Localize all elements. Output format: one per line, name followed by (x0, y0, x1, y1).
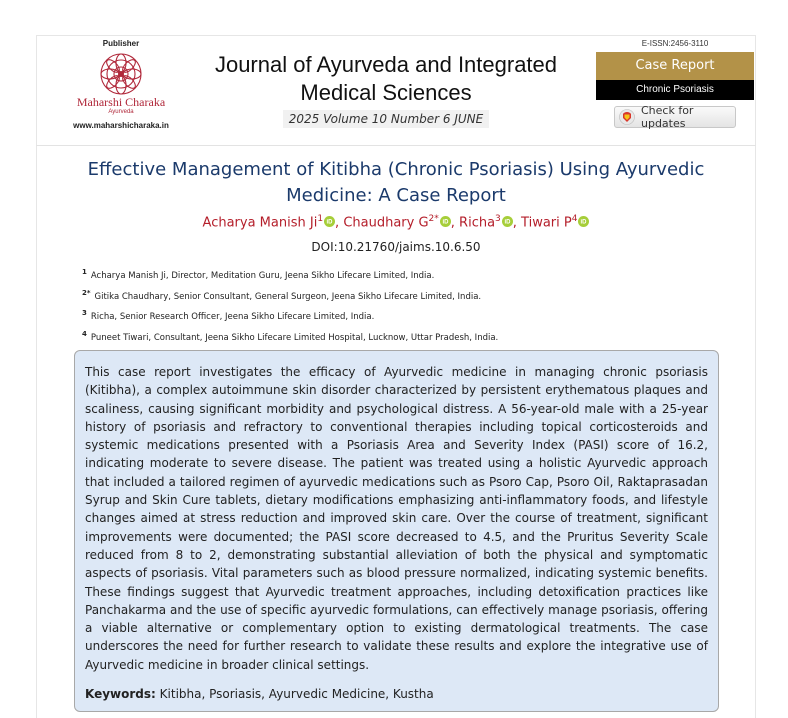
doi[interactable]: DOI:10.21760/jaims.10.6.50 (311, 240, 481, 254)
keywords (85, 687, 708, 701)
author-separator: , (450, 215, 460, 231)
affiliation-item (82, 328, 722, 349)
check-for-updates-label: Check for updates (641, 104, 694, 130)
orcid-icon[interactable] (502, 216, 513, 227)
affiliation-item (82, 266, 722, 287)
category-badge: Chronic Psoriasis (596, 80, 754, 100)
author-name[interactable]: Chaudhary G (343, 215, 429, 231)
header-divider (36, 145, 756, 146)
affiliation-sup: 4 (82, 329, 87, 338)
affiliation-sup: 2* (82, 288, 91, 297)
affiliation-text: Gitika Chaudhary, Senior Consultant, General Surgeon, Jeena Sikho Lifecare Limited, India. (94, 291, 482, 302)
author-sup: 1 (317, 214, 324, 224)
author-separator: , (512, 215, 522, 231)
journal-title: Journal of Ayurveda and Integrated Medical Sciences (214, 52, 558, 105)
affiliation-item (82, 307, 722, 328)
affiliation-text: Puneet Tiwari, Consultant, Jeena Sikho Lifecare Limited Hospital, Lucknow, Uttar Pradesh, India. (90, 332, 499, 343)
publisher-block (56, 39, 186, 130)
svg-text:iD: iD (581, 219, 587, 226)
mandala-logo-icon (99, 52, 143, 96)
affiliation-list (82, 266, 722, 348)
article-type-badge: Case Report (596, 52, 754, 80)
crossmark-icon (619, 109, 635, 125)
author-sup: 2* (428, 214, 439, 224)
journal-issue: 2025 Volume 10 Number 6 JUNE (283, 110, 489, 128)
author-name[interactable]: Richa (459, 215, 496, 231)
author-name[interactable]: Acharya Manish Ji (202, 215, 318, 231)
keywords-value: Kitibha, Psoriasis, Ayurvedic Medicine, Kustha (159, 687, 434, 702)
abstract-text: This case report investigates the efficacy of Ayurvedic medicine in managing chronic psoriasis (Kitibha), a complex autoimmune skin disorder characterized by persistent erythematous plaques and scaliness, causing significant morbidity and psychological distress. A 56-year-old male with a 25-year history of psoriasis and refractory to conventional therapies including topical corticosteroids and systemic medications presented with a Psoriasis Area and Severity Index (PASI) score of 16.2, indicating moderate to severe disease. The patient was treated using a holistic Ayurvedic approach that included a tailored regimen of ayurvedic medications such as Psoro Cap, Psoro Oil, Raktaprasadan Syrup and Skin Cure tablets, dietary modifications emphasizing anti-inflammatory foods, and lifestyle changes aimed at stress reduction and improved skin care. Over the course of treatment, significant improvements were documented; the PASI score decreased to 4.5, and the Pruritus Severity Scale reduced from 8 to 2, demonstrating substantial alleviation of both the physical and symptomatic aspects of psoriasis. Vital parameters such as blood pressure normalized, indicating systemic benefits. These findings suggest that Ayurvedic treatment approaches, including detoxification practices like Panchakarma and the use of specific ayurvedic formulations, can effectively manage psoriasis, offering a viable alternative or complementary option to existing dermatological treatments. The case underscores the need for further research to validate these results and explore the integrative use of Ayurvedic medicine in broader clinical settings. (85, 365, 708, 672)
orcid-icon[interactable] (324, 216, 335, 227)
affiliation-item (82, 287, 722, 308)
affiliation-text: Acharya Manish Ji, Director, Meditation Guru, Jeena Sikho Lifecare Limited, India. (90, 270, 435, 281)
publisher-name: Maharshi Charaka (76, 95, 166, 109)
publisher-label: Publisher (102, 39, 140, 48)
article-title: Effective Management of Kitibha (Chronic Psoriasis) Using Ayurvedic Medicine: A Case Report (87, 159, 705, 206)
publisher-url[interactable]: www.maharshicharaka.in (73, 121, 169, 130)
author-sup: 4 (571, 214, 578, 224)
orcid-icon[interactable] (440, 216, 451, 227)
svg-text:iD: iD (504, 219, 511, 226)
journal-block (196, 51, 576, 128)
author-separator: , (335, 215, 344, 231)
badge-block (596, 39, 754, 128)
eissn: E-ISSN:2456-3110 (641, 39, 709, 48)
svg-text:iD: iD (326, 219, 333, 226)
abstract-box (74, 350, 719, 712)
author-list (60, 214, 732, 230)
check-for-updates-button[interactable] (614, 106, 736, 128)
journal-header (36, 35, 756, 145)
keywords-label: Keywords: (85, 687, 156, 702)
publisher-sub: Ayurveda (108, 109, 134, 115)
svg-text:iD: iD (442, 219, 449, 226)
affiliation-sup: 3 (82, 309, 87, 317)
affiliation-sup: 1 (82, 268, 87, 276)
author-name[interactable]: Tiwari P (521, 215, 572, 231)
author-sup: 3 (495, 214, 501, 224)
affiliation-text: Richa, Senior Research Officer, Jeena Sikho Lifecare Limited, India. (90, 311, 375, 322)
orcid-icon[interactable] (578, 216, 589, 227)
